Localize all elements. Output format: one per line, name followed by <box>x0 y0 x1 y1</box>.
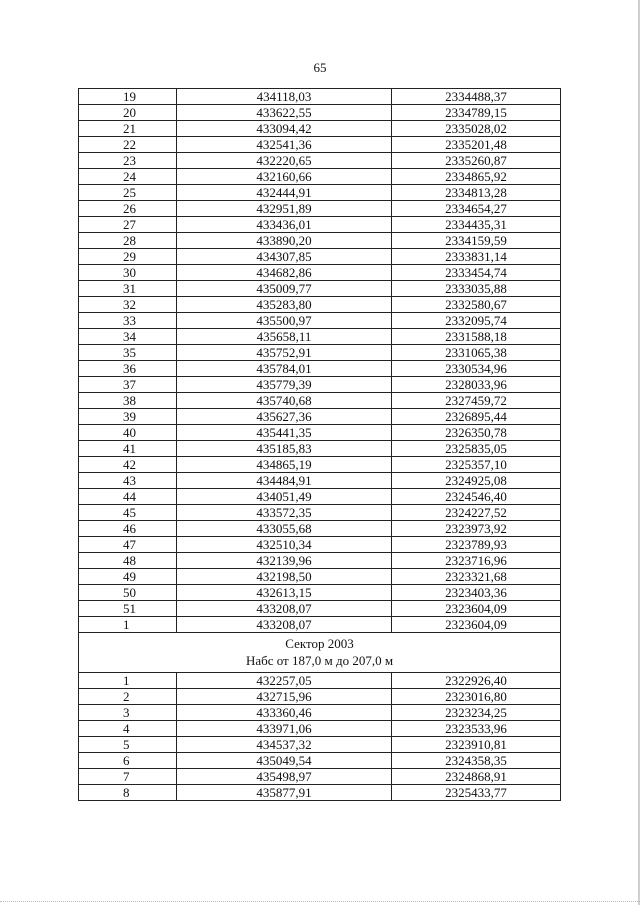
x-coordinate-cell: 433572,35 <box>177 505 392 521</box>
x-coordinate-cell: 432257,05 <box>177 673 392 689</box>
x-coordinate-cell: 432220,65 <box>177 153 392 169</box>
x-coordinate-cell: 433890,20 <box>177 233 392 249</box>
y-coordinate-cell: 2324227,52 <box>392 505 561 521</box>
point-number-cell: 6 <box>79 753 177 769</box>
x-coordinate-cell: 432613,15 <box>177 585 392 601</box>
x-coordinate-cell: 435283,80 <box>177 297 392 313</box>
table-row <box>79 537 561 553</box>
point-number-cell: 27 <box>79 217 177 233</box>
table-row <box>79 121 561 137</box>
table-row <box>79 345 561 361</box>
table-row <box>79 769 561 785</box>
y-coordinate-cell: 2333035,88 <box>392 281 561 297</box>
y-coordinate-cell: 2331588,18 <box>392 329 561 345</box>
point-number-cell: 42 <box>79 457 177 473</box>
table-row <box>79 689 561 705</box>
sector-header-body <box>79 633 561 673</box>
y-coordinate-cell: 2330534,96 <box>392 361 561 377</box>
x-coordinate-cell: 435877,91 <box>177 785 392 801</box>
y-coordinate-cell: 2324925,08 <box>392 473 561 489</box>
table-row <box>79 185 561 201</box>
point-number-cell: 48 <box>79 553 177 569</box>
y-coordinate-cell: 2335028,02 <box>392 121 561 137</box>
x-coordinate-cell: 435658,11 <box>177 329 392 345</box>
table-row <box>79 441 561 457</box>
sector-altitude-range: Набс от 187,0 м до 207,0 м <box>245 653 394 668</box>
x-coordinate-cell: 434118,03 <box>177 89 392 105</box>
point-number-cell: 20 <box>79 105 177 121</box>
point-number-cell: 30 <box>79 265 177 281</box>
y-coordinate-cell: 2325357,10 <box>392 457 561 473</box>
point-number-cell: 25 <box>79 185 177 201</box>
table-row <box>79 217 561 233</box>
coordinates-table-body-b <box>79 673 561 801</box>
point-number-cell: 46 <box>79 521 177 537</box>
y-coordinate-cell: 2334865,92 <box>392 169 561 185</box>
point-number-cell: 41 <box>79 441 177 457</box>
page-number: 65 <box>313 60 327 75</box>
x-coordinate-cell: 435500,97 <box>177 313 392 329</box>
y-coordinate-cell: 2331065,38 <box>392 345 561 361</box>
table-row <box>79 785 561 801</box>
x-coordinate-cell: 435784,01 <box>177 361 392 377</box>
table-row <box>79 281 561 297</box>
y-coordinate-cell: 2334789,15 <box>392 105 561 121</box>
point-number-cell: 39 <box>79 409 177 425</box>
y-coordinate-cell: 2324546,40 <box>392 489 561 505</box>
scan-bottom-edge <box>0 901 640 903</box>
point-number-cell: 1 <box>79 617 177 633</box>
table-row <box>79 705 561 721</box>
x-coordinate-cell: 433436,01 <box>177 217 392 233</box>
x-coordinate-cell: 432444,91 <box>177 185 392 201</box>
point-number-cell: 3 <box>79 705 177 721</box>
x-coordinate-cell: 435498,97 <box>177 769 392 785</box>
x-coordinate-cell: 433208,07 <box>177 617 392 633</box>
y-coordinate-cell: 2325433,77 <box>392 785 561 801</box>
y-coordinate-cell: 2323403,36 <box>392 585 561 601</box>
x-coordinate-cell: 433094,42 <box>177 121 392 137</box>
table-row <box>79 753 561 769</box>
point-number-cell: 43 <box>79 473 177 489</box>
table-row <box>79 473 561 489</box>
x-coordinate-cell: 432715,96 <box>177 689 392 705</box>
point-number-cell: 5 <box>79 737 177 753</box>
x-coordinate-cell: 433622,55 <box>177 105 392 121</box>
point-number-cell: 50 <box>79 585 177 601</box>
y-coordinate-cell: 2332095,74 <box>392 313 561 329</box>
table-row <box>79 89 561 105</box>
table-row <box>79 673 561 689</box>
point-number-cell: 21 <box>79 121 177 137</box>
y-coordinate-cell: 2333454,74 <box>392 265 561 281</box>
y-coordinate-cell: 2328033,96 <box>392 377 561 393</box>
point-number-cell: 7 <box>79 769 177 785</box>
table-row <box>79 601 561 617</box>
y-coordinate-cell: 2326350,78 <box>392 425 561 441</box>
point-number-cell: 22 <box>79 137 177 153</box>
point-number-cell: 45 <box>79 505 177 521</box>
point-number-cell: 23 <box>79 153 177 169</box>
table-row <box>79 505 561 521</box>
x-coordinate-cell: 434051,49 <box>177 489 392 505</box>
table-row <box>79 105 561 121</box>
coordinates-table <box>78 88 561 801</box>
sector-title: Сектор 2003 <box>285 636 354 651</box>
x-coordinate-cell: 433055,68 <box>177 521 392 537</box>
table-row <box>79 377 561 393</box>
table-row <box>79 585 561 601</box>
table-row <box>79 137 561 153</box>
table-row <box>79 313 561 329</box>
point-number-cell: 38 <box>79 393 177 409</box>
y-coordinate-cell: 2334654,27 <box>392 201 561 217</box>
x-coordinate-cell: 434865,19 <box>177 457 392 473</box>
table-row <box>79 329 561 345</box>
x-coordinate-cell: 435779,39 <box>177 377 392 393</box>
y-coordinate-cell: 2324868,91 <box>392 769 561 785</box>
table-row <box>79 457 561 473</box>
point-number-cell: 44 <box>79 489 177 505</box>
y-coordinate-cell: 2324358,35 <box>392 753 561 769</box>
y-coordinate-cell: 2334159,59 <box>392 233 561 249</box>
x-coordinate-cell: 435009,77 <box>177 281 392 297</box>
point-number-cell: 34 <box>79 329 177 345</box>
x-coordinate-cell: 433360,46 <box>177 705 392 721</box>
table-row <box>79 361 561 377</box>
y-coordinate-cell: 2335260,87 <box>392 153 561 169</box>
point-number-cell: 19 <box>79 89 177 105</box>
sector-header-row <box>79 633 561 673</box>
table-row <box>79 233 561 249</box>
y-coordinate-cell: 2323789,93 <box>392 537 561 553</box>
point-number-cell: 37 <box>79 377 177 393</box>
point-number-cell: 33 <box>79 313 177 329</box>
y-coordinate-cell: 2323716,96 <box>392 553 561 569</box>
table-row <box>79 617 561 633</box>
x-coordinate-cell: 434682,86 <box>177 265 392 281</box>
table-row <box>79 393 561 409</box>
table-row <box>79 425 561 441</box>
point-number-cell: 36 <box>79 361 177 377</box>
y-coordinate-cell: 2322926,40 <box>392 673 561 689</box>
table-row <box>79 169 561 185</box>
x-coordinate-cell: 435049,54 <box>177 753 392 769</box>
x-coordinate-cell: 435185,83 <box>177 441 392 457</box>
table-row <box>79 265 561 281</box>
table-row <box>79 553 561 569</box>
point-number-cell: 1 <box>79 673 177 689</box>
x-coordinate-cell: 434307,85 <box>177 249 392 265</box>
y-coordinate-cell: 2333831,14 <box>392 249 561 265</box>
point-number-cell: 31 <box>79 281 177 297</box>
coordinates-table-wrapper <box>78 88 560 801</box>
point-number-cell: 40 <box>79 425 177 441</box>
point-number-cell: 28 <box>79 233 177 249</box>
y-coordinate-cell: 2323234,25 <box>392 705 561 721</box>
y-coordinate-cell: 2325835,05 <box>392 441 561 457</box>
point-number-cell: 8 <box>79 785 177 801</box>
table-row <box>79 297 561 313</box>
y-coordinate-cell: 2323910,81 <box>392 737 561 753</box>
y-coordinate-cell: 2334435,31 <box>392 217 561 233</box>
coordinates-table-body-a <box>79 89 561 633</box>
table-row <box>79 569 561 585</box>
x-coordinate-cell: 435441,35 <box>177 425 392 441</box>
table-row <box>79 409 561 425</box>
y-coordinate-cell: 2334488,37 <box>392 89 561 105</box>
y-coordinate-cell: 2323604,09 <box>392 617 561 633</box>
x-coordinate-cell: 432139,96 <box>177 553 392 569</box>
point-number-cell: 32 <box>79 297 177 313</box>
x-coordinate-cell: 432541,36 <box>177 137 392 153</box>
y-coordinate-cell: 2326895,44 <box>392 409 561 425</box>
table-row <box>79 521 561 537</box>
x-coordinate-cell: 432510,34 <box>177 537 392 553</box>
point-number-cell: 2 <box>79 689 177 705</box>
x-coordinate-cell: 433971,06 <box>177 721 392 737</box>
table-row <box>79 721 561 737</box>
x-coordinate-cell: 432951,89 <box>177 201 392 217</box>
point-number-cell: 35 <box>79 345 177 361</box>
y-coordinate-cell: 2323604,09 <box>392 601 561 617</box>
y-coordinate-cell: 2323016,80 <box>392 689 561 705</box>
x-coordinate-cell: 435627,36 <box>177 409 392 425</box>
table-row <box>79 737 561 753</box>
table-row <box>79 249 561 265</box>
x-coordinate-cell: 435752,91 <box>177 345 392 361</box>
point-number-cell: 24 <box>79 169 177 185</box>
x-coordinate-cell: 434537,32 <box>177 737 392 753</box>
point-number-cell: 26 <box>79 201 177 217</box>
y-coordinate-cell: 2335201,48 <box>392 137 561 153</box>
x-coordinate-cell: 432198,50 <box>177 569 392 585</box>
y-coordinate-cell: 2327459,72 <box>392 393 561 409</box>
point-number-cell: 51 <box>79 601 177 617</box>
point-number-cell: 49 <box>79 569 177 585</box>
point-number-cell: 4 <box>79 721 177 737</box>
y-coordinate-cell: 2332580,67 <box>392 297 561 313</box>
y-coordinate-cell: 2334813,28 <box>392 185 561 201</box>
sector-header-cell <box>79 633 561 673</box>
x-coordinate-cell: 432160,66 <box>177 169 392 185</box>
y-coordinate-cell: 2323321,68 <box>392 569 561 585</box>
x-coordinate-cell: 435740,68 <box>177 393 392 409</box>
point-number-cell: 29 <box>79 249 177 265</box>
y-coordinate-cell: 2323973,92 <box>392 521 561 537</box>
table-row <box>79 201 561 217</box>
table-row <box>79 489 561 505</box>
x-coordinate-cell: 434484,91 <box>177 473 392 489</box>
table-row <box>79 153 561 169</box>
x-coordinate-cell: 433208,07 <box>177 601 392 617</box>
y-coordinate-cell: 2323533,96 <box>392 721 561 737</box>
point-number-cell: 47 <box>79 537 177 553</box>
